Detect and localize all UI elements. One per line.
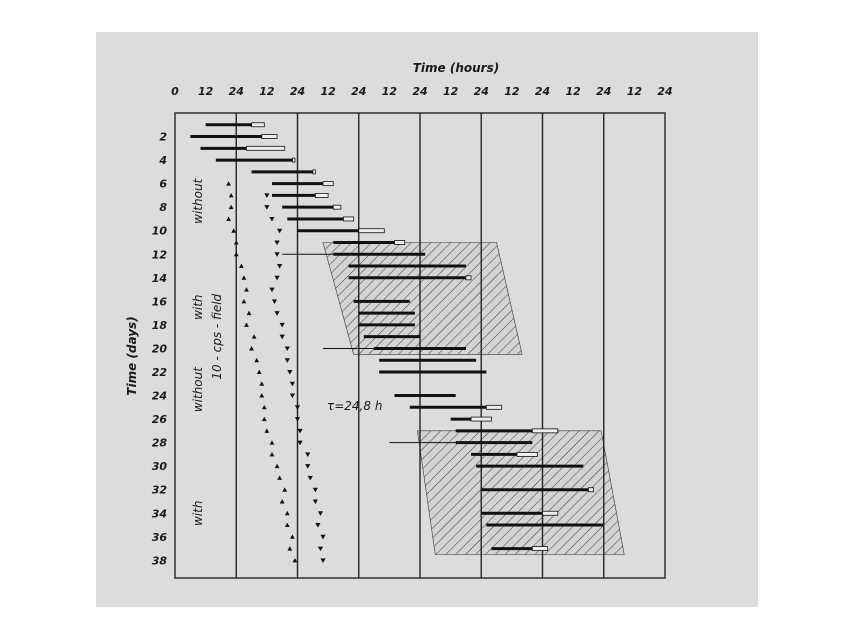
x-tick-label-15: 12 [626, 85, 643, 98]
y-tick-label-22: 22 [151, 365, 167, 379]
condition-label-1: with [191, 294, 205, 320]
open-segment-day-26-0 [471, 417, 491, 421]
y-axis-title: Time (days) [125, 316, 139, 396]
hatched-region-field-period-1 [323, 243, 522, 355]
open-segment-day-10-0 [359, 229, 385, 233]
y-tick-label-6: 6 [159, 177, 167, 191]
x-tick-label-3: 12 [259, 85, 275, 98]
open-segment-day-37-0 [532, 547, 547, 551]
condition-label-0: without [191, 178, 205, 224]
x-tick-label-12: 24 [534, 85, 551, 98]
open-segment-day-14-0 [466, 276, 471, 280]
open-segment-day-29-0 [517, 452, 537, 456]
open-segment-day-34-0 [543, 511, 558, 515]
period-annotation: τ=24,8 h [327, 399, 383, 413]
x-tick-label-0: 0 [171, 85, 179, 98]
y-tick-label-8: 8 [159, 201, 167, 215]
x-tick-label-9: 12 [442, 85, 459, 98]
open-segment-day-3-0 [246, 146, 284, 150]
open-segment-day-7-0 [315, 193, 328, 197]
y-tick-label-12: 12 [151, 248, 167, 262]
y-tick-label-4: 4 [159, 154, 167, 168]
x-tick-label-2: 24 [228, 85, 244, 98]
y-tick-label-24: 24 [151, 389, 167, 403]
y-tick-label-10: 10 [151, 224, 167, 238]
y-tick-label-34: 34 [151, 507, 167, 521]
x-tick-label-16: 24 [657, 85, 673, 98]
x-tick-label-10: 24 [473, 85, 489, 98]
y-tick-label-32: 32 [151, 483, 167, 497]
open-segment-day-25-0 [486, 405, 501, 409]
y-tick-label-26: 26 [151, 413, 167, 427]
x-tick-label-5: 12 [320, 85, 336, 98]
open-segment-day-11-0 [394, 240, 404, 244]
y-tick-label-36: 36 [151, 530, 167, 544]
x-tick-label-8: 24 [412, 85, 428, 98]
open-segment-day-27-0 [532, 429, 558, 433]
open-segment-day-4-0 [292, 158, 295, 162]
condition-label-4: with [191, 500, 205, 527]
open-segment-day-5-0 [313, 170, 316, 174]
x-tick-label-13: 12 [565, 85, 581, 98]
open-segment-day-2-0 [262, 135, 277, 139]
x-tick-label-14: 24 [596, 85, 612, 98]
x-tick-label-4: 24 [289, 85, 306, 98]
y-tick-label-20: 20 [151, 342, 167, 356]
open-segment-day-6-0 [323, 182, 333, 186]
x-tick-label-1: 12 [197, 85, 214, 98]
hatched-region-field-period-2 [417, 431, 624, 555]
y-tick-label-38: 38 [151, 554, 167, 568]
y-tick-label-30: 30 [151, 460, 167, 474]
y-tick-label-28: 28 [151, 436, 167, 450]
x-axis-title: Time (hours) [412, 61, 500, 75]
y-tick-label-2: 2 [159, 130, 167, 144]
condition-label-2: 10 - cps - field [210, 293, 224, 380]
condition-label-3: without [191, 367, 205, 413]
x-tick-label-7: 12 [381, 85, 398, 98]
y-tick-label-18: 18 [151, 318, 167, 332]
open-segment-day-1-0 [252, 123, 265, 127]
x-tick-label-6: 24 [351, 85, 367, 98]
y-tick-label-16: 16 [151, 295, 167, 309]
open-segment-day-9-0 [343, 217, 353, 221]
open-segment-day-32-0 [588, 488, 593, 492]
open-segment-day-8-0 [333, 205, 341, 209]
y-tick-label-14: 14 [151, 271, 167, 285]
x-tick-label-11: 12 [504, 85, 520, 98]
